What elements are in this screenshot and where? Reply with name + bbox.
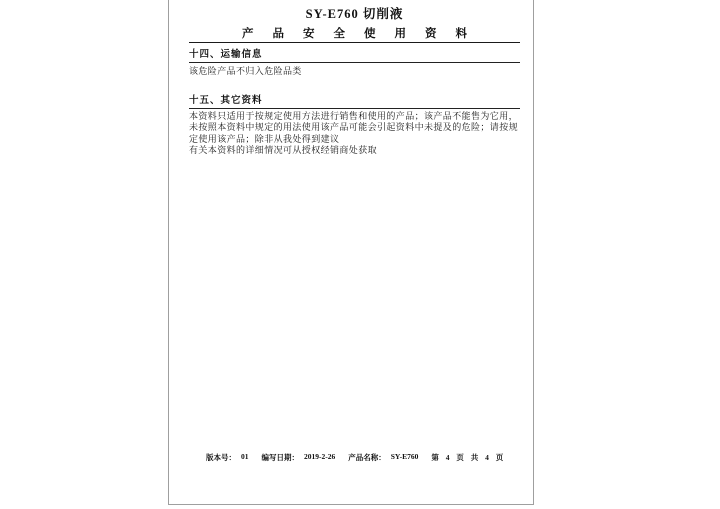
footer-pagination: 第 4 页 共 4 页	[431, 453, 504, 462]
footer-date-value: 2019-2-26	[304, 452, 336, 461]
footer-product	[348, 452, 418, 463]
section-body	[189, 111, 520, 157]
footer-date-label: 编写日期：	[261, 453, 299, 462]
body-line: 有关本资料的详细情况可从授权经销商处获取	[189, 145, 378, 156]
body-line: 定使用该产品；除非从我处得到建议	[189, 133, 340, 144]
footer-product-label: 产品名称：	[348, 453, 386, 462]
page-footer	[189, 452, 520, 463]
page-subtitle: 产品安全使用资料	[242, 28, 486, 40]
document-page	[168, 0, 534, 505]
footer-date	[262, 452, 336, 463]
body-line: 未按照本资料中规定的用法使用该产品可能会引起资料中未提及的危险；请按规	[189, 122, 519, 133]
title-divider	[189, 42, 520, 43]
page-title: SY-E760 切削液	[305, 7, 404, 21]
footer-product-value: SY-E760	[390, 452, 419, 461]
section-transport-info	[189, 46, 520, 78]
section-body	[189, 66, 520, 78]
page-content	[169, 0, 533, 157]
section-heading: 十四、运输信息	[189, 46, 520, 63]
body-line: 该危险产品不归入危险品类	[189, 66, 302, 76]
body-line: 本资料只适用于按规定使用方法进行销售和使用的产品；该产品不能售为它用，	[189, 110, 519, 121]
footer-version-label: 版本号：	[206, 453, 236, 462]
section-heading: 十五、其它资料	[189, 92, 520, 109]
footer-version	[206, 452, 249, 463]
footer-version-value: 01	[241, 452, 249, 461]
section-other-info	[189, 92, 520, 157]
